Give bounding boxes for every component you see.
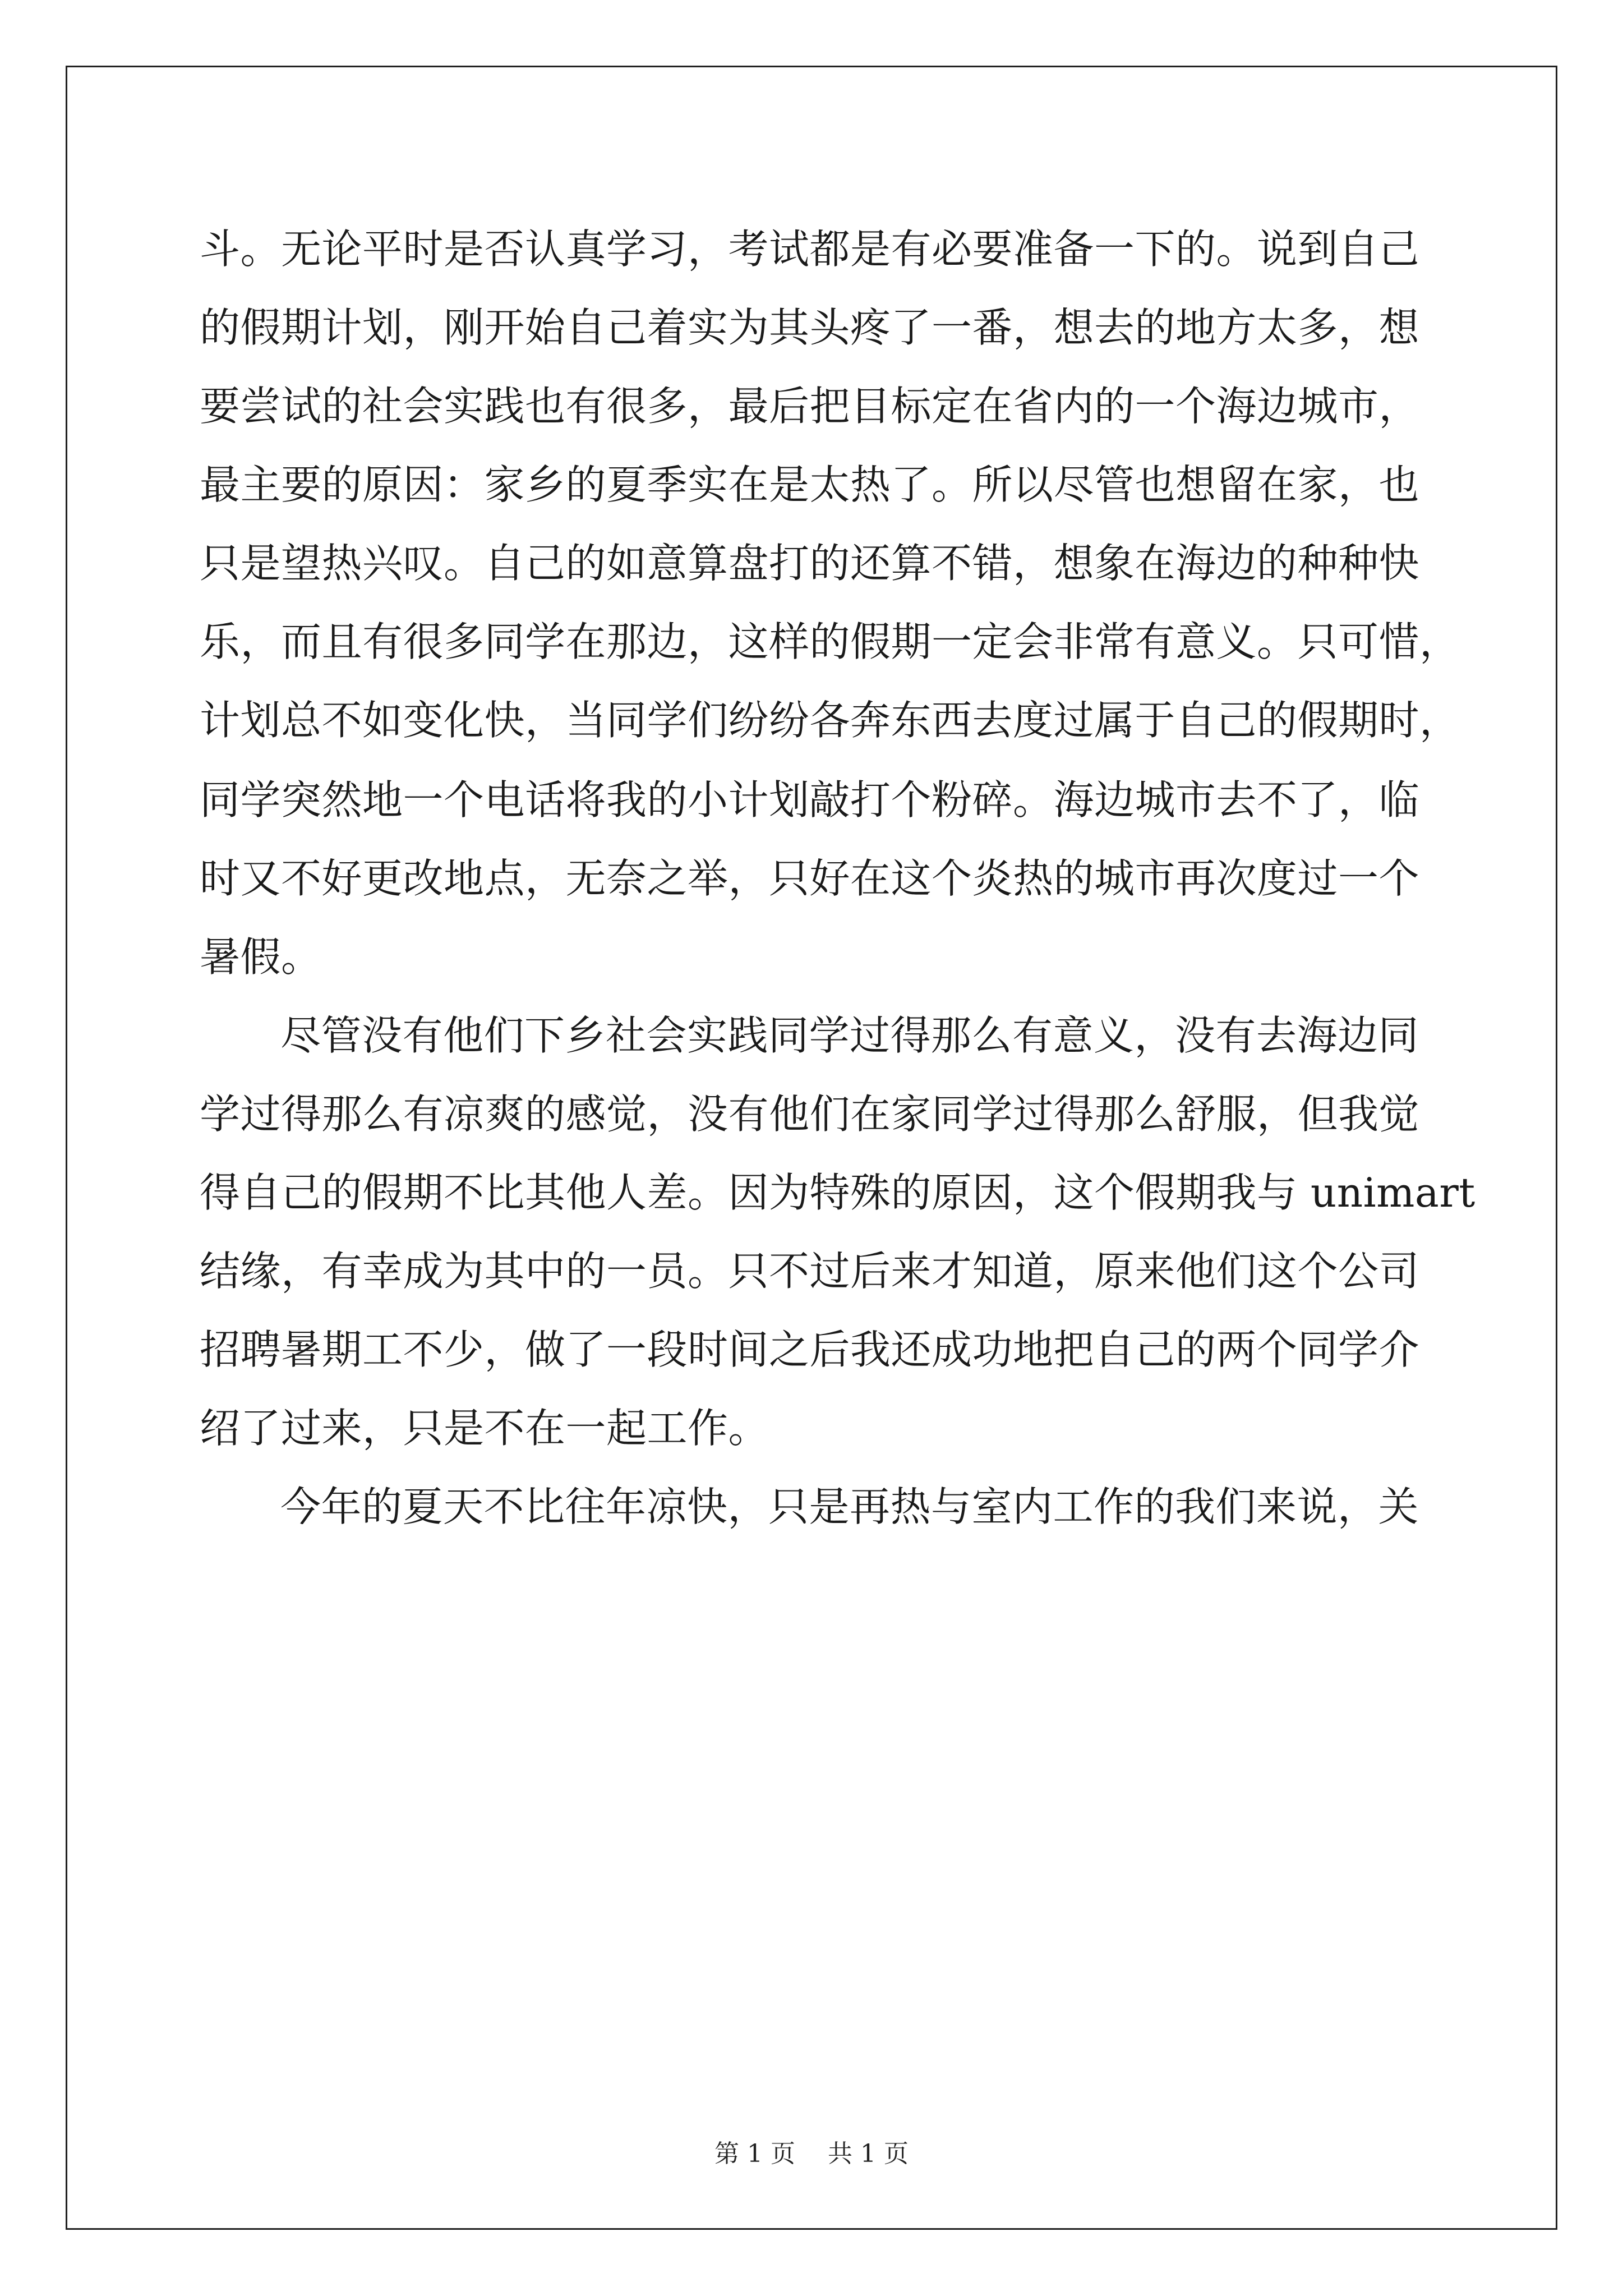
page-number: 第 1 页 xyxy=(714,2139,795,2168)
text-line: 结缘，有幸成为其中的一员。只不过后来才知道，原来他们这个公司 xyxy=(200,1248,1420,1295)
text-line: 乐，而且有很多同学在那边，这样的假期一定会非常有意义。只可惜， xyxy=(200,618,1460,665)
text-line: 计划总不如变化快，当同学们纷纷各奔东西去度过属于自己的假期时， xyxy=(200,697,1460,744)
text-line: 要尝试的社会实践也有很多，最后把目标定在省内的一个海边城市， xyxy=(200,383,1420,430)
text-line: 招聘暑期工不少，做了一段时间之后我还成功地把自己的两个同学介 xyxy=(200,1326,1420,1373)
text-line: 绍了过来，只是不在一起工作。 xyxy=(200,1405,769,1452)
text-line: 暑假。 xyxy=(200,933,322,981)
text-line: 的假期计划，刚开始自己着实为其头疼了一番，想去的地方太多，想 xyxy=(200,304,1420,351)
page-footer xyxy=(0,2133,1623,2169)
text-line: 同学突然地一个电话将我的小计划敲打个粉碎。海边城市去不了，临 xyxy=(200,776,1420,823)
text-line: 最主要的原因：家乡的夏季实在是太热了。所以尽管也想留在家，也 xyxy=(200,461,1420,508)
paragraph-first-line: 尽管没有他们下乡社会实践同学过得那么有意义，没有去海边同 xyxy=(280,1012,1419,1059)
text-line: 斗。无论平时是否认真学习，考试都是有必要准备一下的。说到自己 xyxy=(200,226,1420,273)
text-line: 得自己的假期不比其他人差。因为特殊的原因，这个假期我与 unimart xyxy=(200,1169,1476,1216)
text-line: 只是望热兴叹。自己的如意算盘打的还算不错，想象在海边的种种快 xyxy=(200,540,1420,587)
text-line: 学过得那么有凉爽的感觉，没有他们在家同学过得那么舒服，但我觉 xyxy=(200,1091,1420,1138)
text-line: 时又不好更改地点，无奈之举，只好在这个炎热的城市再次度过一个 xyxy=(200,855,1420,902)
paragraph-first-line: 今年的夏天不比往年凉快，只是再热与室内工作的我们来说，关 xyxy=(280,1483,1419,1530)
page-total: 共 1 页 xyxy=(828,2139,909,2168)
